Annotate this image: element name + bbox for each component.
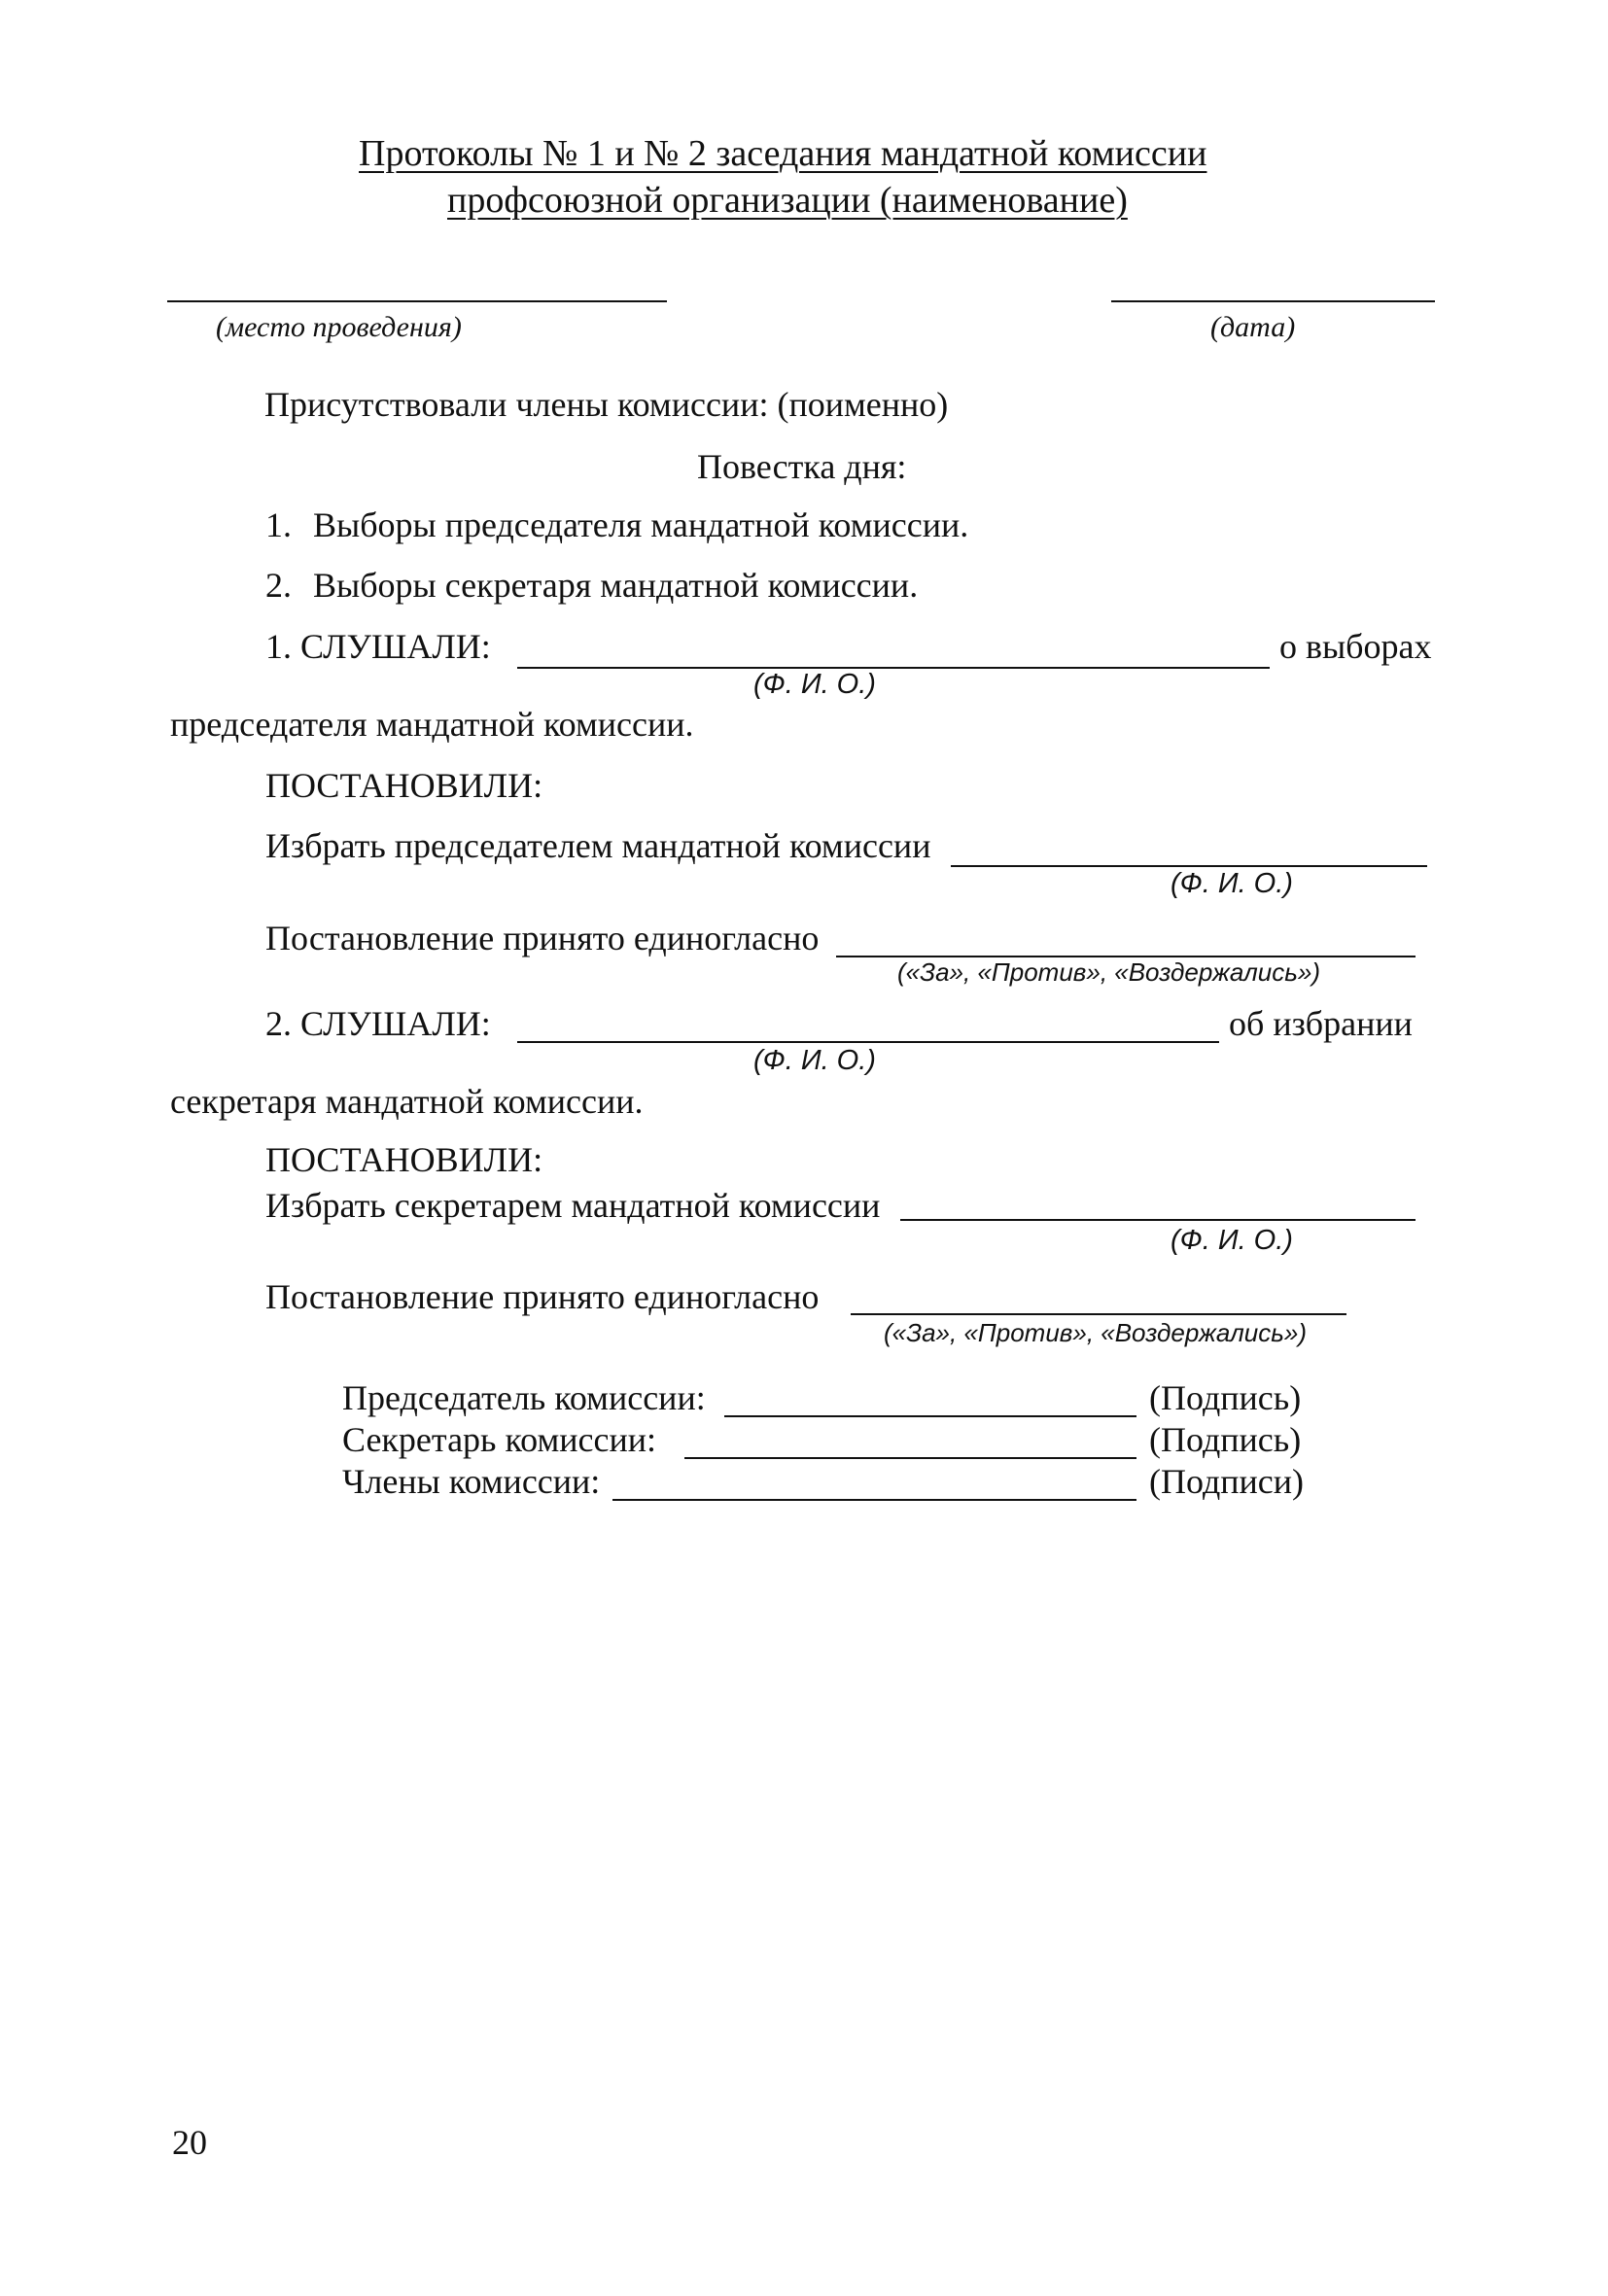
elect-label-2: Избрать секретарем мандатной комиссии [265,1186,881,1225]
agenda-item-number: 1. [265,505,292,544]
elect-fio-caption-1: (Ф. И. О.) [1171,868,1293,899]
heard-continuation-2: секретаря мандатной комиссии. [170,1082,644,1121]
elect-fio-line-2 [900,1219,1416,1221]
heard-fio-caption-1: (Ф. И. О.) [753,669,876,700]
signature-label: Председатель комиссии: [342,1378,706,1417]
agenda-item-text: Выборы председателя мандатной комиссии. [313,505,969,544]
signature-line [724,1415,1136,1417]
page-number: 20 [172,2123,207,2162]
heard-fio-line-2 [517,1041,1219,1043]
title-line-1: Протоколы № 1 и № 2 заседания мандатной комиссии [359,133,1207,174]
decision-line-2 [851,1313,1346,1315]
heard-label-2: 2. СЛУШАЛИ: [265,1004,491,1043]
decision-caption-2: («За», «Против», «Воздержались») [884,1318,1307,1347]
title-line-2: профсоюзной организации (наименование) [447,180,1128,221]
signature-label: Секретарь комиссии: [342,1420,656,1459]
signature-suffix: (Подпись) [1149,1378,1302,1417]
signature-line [684,1457,1136,1459]
heard-continuation-1: председателя мандатной комиссии. [170,705,694,744]
heard-suffix-1: о выборах [1279,627,1432,666]
agenda-heading: Повестка дня: [697,447,907,486]
heard-fio-caption-2: (Ф. И. О.) [753,1045,876,1076]
date-caption: (дата) [1210,311,1296,343]
attendance-text: Присутствовали члены комиссии: (поименно) [264,385,949,424]
place-caption: (место проведения) [216,311,462,343]
decision-label-1: Постановление принято единогласно [265,919,820,957]
elect-label-1: Избрать председателем мандатной комиссии [265,826,931,865]
agenda-item-number: 2. [265,566,292,605]
heard-label-1: 1. СЛУШАЛИ: [265,627,491,666]
decision-label-2: Постановление принято единогласно [265,1277,820,1316]
signature-label: Члены комиссии: [342,1462,601,1501]
decision-caption-1: («За», «Против», «Воздержались») [897,957,1320,987]
heard-suffix-2: об избрании [1229,1004,1413,1043]
resolved-heading-1: ПОСТАНОВИЛИ: [265,766,543,805]
signature-suffix: (Подписи) [1149,1462,1305,1501]
resolved-heading-2: ПОСТАНОВИЛИ: [265,1140,543,1179]
elect-fio-line-1 [951,865,1427,867]
date-blank-line [1111,300,1435,302]
signature-suffix: (Подпись) [1149,1420,1302,1459]
place-blank-line [167,300,667,302]
signature-line [612,1499,1136,1501]
agenda-item-text: Выборы секретаря мандатной комиссии. [313,566,919,605]
elect-fio-caption-2: (Ф. И. О.) [1171,1225,1293,1256]
heard-fio-line-1 [517,667,1270,669]
